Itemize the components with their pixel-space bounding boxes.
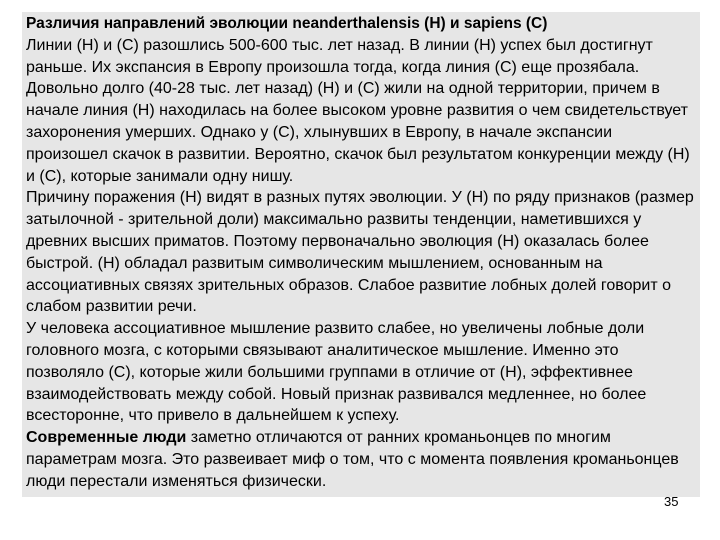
paragraph-2: Причину поражения (Н) видят в разных путях эволюции. У (Н) по ряду признаков (размер затылочной - зрительной доли) максимально развиты тенденции, наметившихся у древних высших приматов. Поэтому первоначально эволюция (Н) оказалась более быстрой. (Н) обладал развитым символическим мышлением, основанным на ассоциативных связях зрительных образов. Слабое развитие лобных долей говорит о слабом развитии речи. (26, 189, 694, 316)
paragraph-4 (26, 427, 696, 492)
paragraph-3: У человека ассоциативное мышление развито слабее, но увеличены лобные доли головного мозга, с которыми связывают аналитическое мышление. Именно это позволяло (С), которые жили большими группами в отличие от (Н), эффективнее взаимодействовать между собой. Новый признак развивался медленнее, но более всесторонне, что привело в дальнейшем к успеху. (26, 320, 647, 425)
paragraph-1: Линии (Н) и (С) разошлись 500-600 тыс. лет назад. В линии (Н) успех был достигнут раньше. Их экспансия в Европу произошла тогда, когда линия (С) еще прозябала. Довольно долго (40-28 тыс. лет назад) (Н) и (С) жили на одной территории, причем в начале линия (Н) находилась на более высоком уровне развития о чем свидетельствует захоронения умерших. Однако у (С), хлынувших в Европу, в начале экспансии произошел скачок в развитии. Вероятно, скачок был результатом конкуренции между (Н) и (С), которые занимали одну нишу. (26, 36, 690, 185)
text-block (22, 12, 700, 497)
slide-title: Различия направлений эволюции neanderthalensis (Н) и sapiens (С) (26, 15, 548, 32)
paragraph-4-rest: заметно отличаются от ранних кроманьонцев по многим параметрам мозга. Это развеивает миф о том, что с момента появления кроманьонцев люди перестали изменяться физически. (26, 429, 679, 490)
paragraph-4-lead: Современные люди (26, 429, 187, 447)
page-number: 35 (664, 494, 679, 509)
